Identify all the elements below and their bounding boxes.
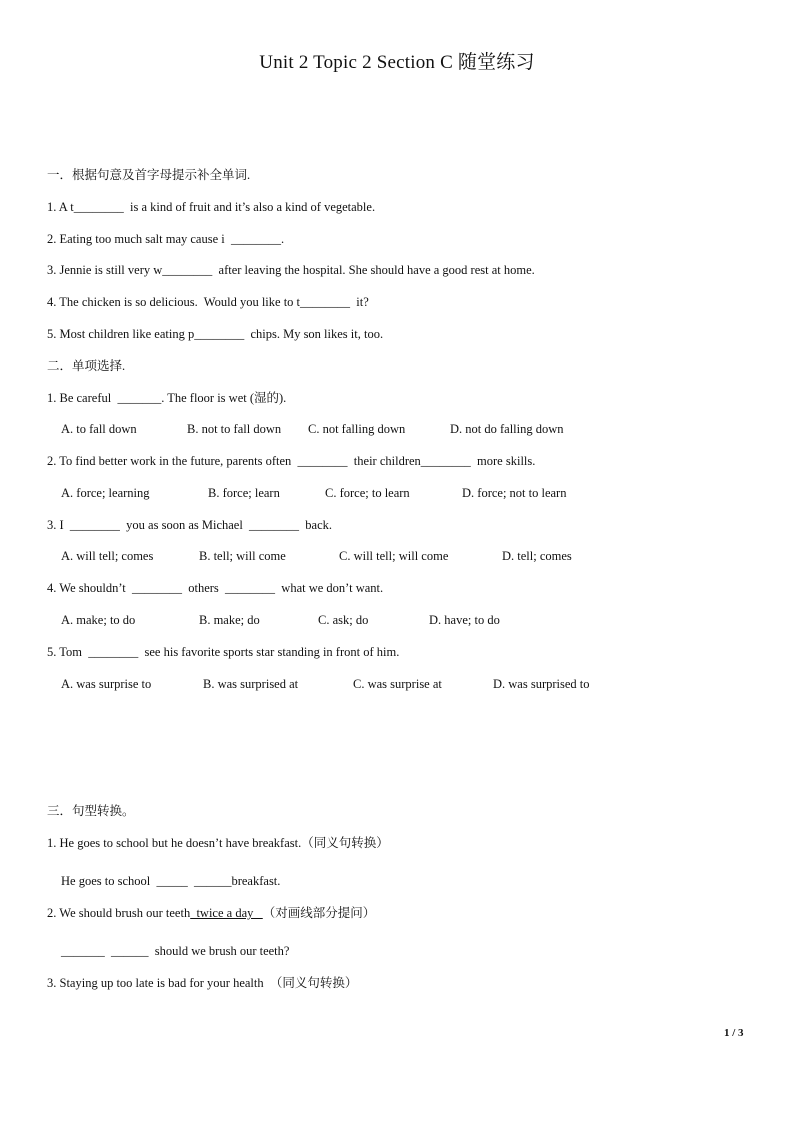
mc-question-1: 1. Be careful _______. The floor is wet (湿的).	[47, 391, 287, 405]
transform-answer-1: He goes to school _____ ______breakfast.	[61, 874, 281, 888]
transform-question-2	[47, 905, 375, 921]
mc-question-4: 4. We shouldn’t ________ others ________ what we don’t want.	[47, 581, 384, 595]
section1-heading: 一．根据句意及首字母提示补全单词.	[47, 168, 251, 182]
mc-q5-option-d: D. was surprised to	[493, 677, 590, 691]
q2-underlined-phrase: twice a day	[190, 906, 263, 920]
mc-q2-option-c: C. force; to learn	[325, 486, 410, 500]
mc-q5-option-b: B. was surprised at	[203, 677, 299, 691]
mc-q2-option-a: A. force; learning	[61, 486, 150, 500]
mc-question-2: 2. To find better work in the future, parents often ________ their children________ more skills.	[47, 454, 536, 468]
transform-question-1: 1. He goes to school but he doesn’t have breakfast.（同义句转换）	[47, 836, 389, 850]
page-number: 1 / 3	[724, 1027, 744, 1039]
fill-item-1: 1. A t________ is a kind of fruit and it’s also a kind of vegetable.	[47, 200, 376, 214]
fill-item-4: 4. The chicken is so delicious. Would you like to t________ it?	[47, 295, 369, 309]
transform-answer-2: _______ ______ should we brush our teeth?	[61, 944, 290, 958]
mc-question-3: 3. I ________ you as soon as Michael ________ back.	[47, 518, 333, 532]
mc-q1-option-c: C. not falling down	[308, 422, 406, 436]
mc-q1-option-a: A. to fall down	[61, 422, 137, 436]
mc-q3-option-b: B. tell; will come	[199, 549, 286, 563]
q2-suffix: （对画线部分提问）	[262, 906, 376, 920]
section2-heading: 二．单项选择.	[47, 359, 126, 373]
mc-q5-option-a: A. was surprise to	[61, 677, 152, 691]
mc-q3-option-c: C. will tell; will come	[339, 549, 449, 563]
mc-q1-option-d: D. not do falling down	[450, 422, 564, 436]
mc-question-5: 5. Tom ________ see his favorite sports star standing in front of him.	[47, 645, 400, 659]
mc-q4-option-a: A. make; to do	[61, 613, 136, 627]
page-title: Unit 2 Topic 2 Section C 随堂练习	[259, 52, 535, 73]
fill-item-5: 5. Most children like eating p________ chips. My son likes it, too.	[47, 327, 384, 341]
q2-prefix: 2. We should brush our teeth	[47, 906, 191, 920]
mc-q2-option-d: D. force; not to learn	[462, 486, 567, 500]
mc-q4-option-b: B. make; do	[199, 613, 260, 627]
mc-q3-option-a: A. will tell; comes	[61, 549, 154, 563]
fill-item-2: 2. Eating too much salt may cause i ________.	[47, 232, 285, 246]
mc-q5-option-c: C. was surprise at	[353, 677, 442, 691]
transform-question-3: 3. Staying up too late is bad for your health （同义句转换）	[47, 976, 358, 990]
mc-q4-option-c: C. ask; do	[318, 613, 369, 627]
fill-item-3: 3. Jennie is still very w________ after leaving the hospital. She should have a good rest at home.	[47, 263, 535, 277]
mc-q3-option-d: D. tell; comes	[502, 549, 572, 563]
mc-q1-option-b: B. not to fall down	[187, 422, 282, 436]
mc-q4-option-d: D. have; to do	[429, 613, 500, 627]
mc-q2-option-b: B. force; learn	[208, 486, 280, 500]
section3-heading: 三．句型转换。	[47, 804, 135, 818]
